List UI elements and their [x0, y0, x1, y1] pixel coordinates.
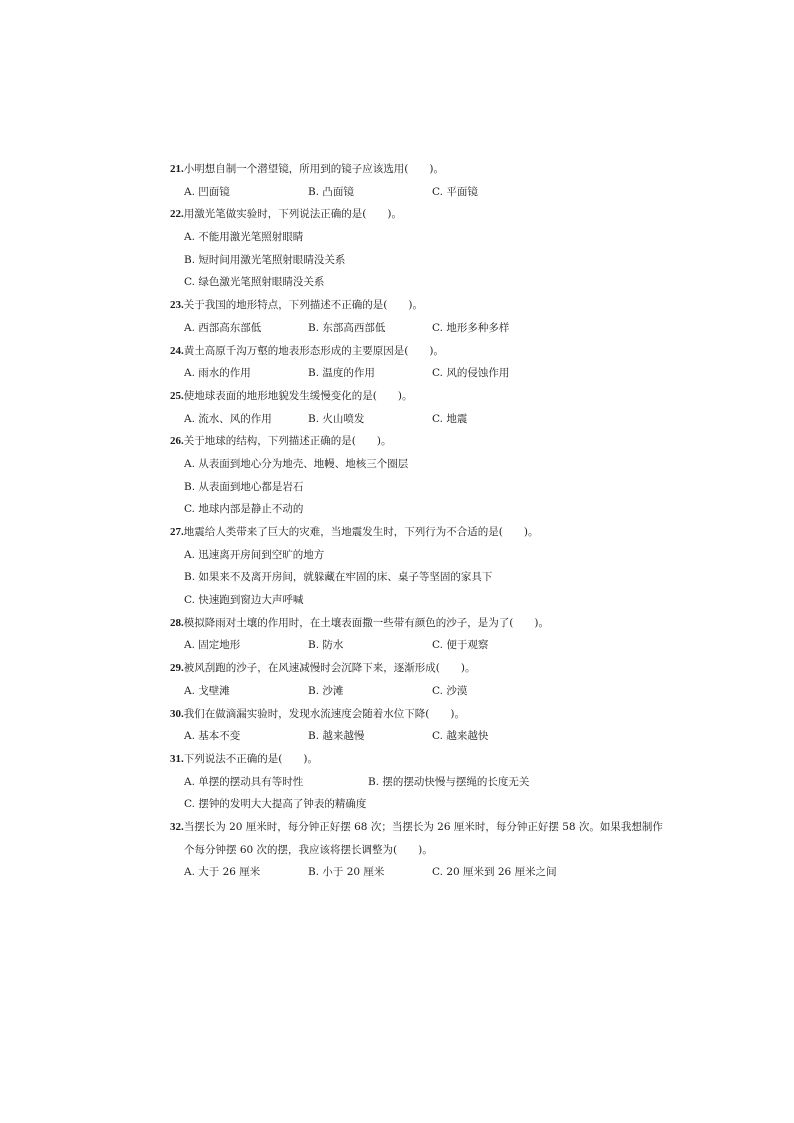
option-c: C. 快速跑到窗边大声呼喊 [184, 594, 304, 607]
option-b: B. 如果来不及离开房间，就躲藏在牢固的床、桌子等坚固的家具下 [184, 571, 493, 584]
option-c: C. 地震 [432, 412, 468, 425]
option-row [170, 362, 730, 385]
option-a: A. 固定地形 [184, 639, 241, 652]
question-list [170, 158, 730, 884]
question-29 [170, 657, 730, 702]
option-a: A. 从表面到地心分为地壳、地幔、地核三个圈层 [184, 457, 409, 470]
question-number: 26. [170, 435, 184, 448]
question-stem: 模拟降雨对土壤的作用时，在土壤表面撒一些带有颜色的沙子，是为了( )。 [183, 616, 549, 629]
question-stem: 使地球表面的地形地貌发生缓慢变化的是( )。 [183, 389, 413, 402]
option-row [170, 771, 730, 794]
option-b: B. 从表面到地心都是岩石 [184, 480, 304, 493]
question-23 [170, 294, 730, 339]
option-c: C. 20 厘米到 26 厘米之间 [432, 866, 557, 879]
question-number: 32. [170, 820, 184, 833]
question-stem: 黄土高原千沟万壑的地表形态形成的主要原因是( )。 [183, 344, 444, 357]
option-b: B. 沙滩 [308, 684, 344, 697]
question-24 [170, 340, 730, 385]
question-number: 29. [170, 662, 184, 675]
option-row [170, 408, 730, 431]
option-a: A. 迅速离开房间到空旷的地方 [184, 548, 325, 561]
question-number: 23. [170, 299, 184, 312]
option-row [170, 680, 730, 703]
question-21 [170, 158, 730, 203]
option-b: B. 摆的摆动快慢与摆绳的长度无关 [368, 775, 530, 788]
option-c: C. 平面镜 [432, 185, 478, 198]
option-c: C. 风的侵蚀作用 [432, 367, 510, 380]
question-stem: 我们在做滴漏实验时，发现水流速度会随着水位下降( )。 [183, 707, 465, 720]
option-a: A. 大于 26 厘米 [184, 866, 261, 879]
option-b: B. 火山喷发 [308, 412, 365, 425]
option-row [170, 181, 730, 204]
question-25 [170, 385, 730, 430]
option-a: A. 流水、风的作用 [184, 412, 272, 425]
question-number: 30. [170, 707, 184, 720]
question-28 [170, 612, 730, 657]
question-31 [170, 748, 730, 816]
question-stem: 关于我国的地形特点，下列描述不正确的是( )。 [183, 299, 423, 312]
question-stem: 关于地球的结构，下列描述正确的是( )。 [183, 435, 392, 448]
question-number: 25. [170, 389, 184, 402]
question-stem: 下列说法不正确的是( )。 [183, 752, 318, 765]
question-number: 21. [170, 163, 184, 175]
question-stem: 被风刮跑的沙子，在风速减慢时会沉降下来，逐渐形成( )。 [183, 662, 476, 675]
question-stem-continued: 个每分钟摆 60 次的摆，我应该将摆长调整为( )。 [184, 843, 433, 856]
option-a: A. 西部高东部低 [184, 321, 262, 334]
option-b: B. 凸面镜 [308, 185, 354, 198]
option-c: C. 绿色激光笔照射眼睛没关系 [184, 276, 325, 289]
question-stem: 小明想自制一个潜望镜，所用到的镜子应该选用( )。 [183, 163, 444, 175]
question-stem: 用激光笔做实验时，下列说法正确的是( )。 [183, 208, 402, 221]
question-number: 27. [170, 526, 184, 538]
option-a: A. 雨水的作用 [184, 367, 251, 380]
option-b: B. 温度的作用 [308, 367, 375, 380]
option-b: B. 防水 [308, 639, 344, 652]
option-b: B. 东部高西部低 [308, 321, 386, 334]
option-c: C. 地球内部是静止不动的 [184, 503, 304, 516]
option-c: C. 地形多种多样 [432, 321, 510, 334]
question-26 [170, 430, 730, 521]
question-number: 24. [170, 344, 184, 357]
option-row [170, 725, 730, 748]
option-c: C. 越来越快 [432, 730, 489, 743]
option-row [170, 861, 730, 884]
option-a: A. 不能用激光笔照射眼睛 [184, 231, 304, 244]
option-a: A. 单摆的摆动具有等时性 [184, 775, 304, 788]
option-a: A. 基本不变 [184, 730, 241, 743]
question-number: 22. [170, 208, 184, 221]
question-number: 28. [170, 616, 184, 629]
option-row [170, 317, 730, 340]
option-b: B. 短时间用激光笔照射眼睛没关系 [184, 253, 346, 266]
option-c: C. 摆钟的发明大大提高了钟表的精确度 [184, 798, 367, 811]
question-27 [170, 521, 730, 612]
question-32 [170, 816, 730, 884]
option-c: C. 便于观察 [432, 639, 489, 652]
question-number: 31. [170, 752, 184, 765]
option-a: A. 凹面镜 [184, 185, 230, 198]
option-b: B. 越来越慢 [308, 730, 365, 743]
question-stem: 地震给人类带来了巨大的灾难，当地震发生时，下列行为不合适的是( )。 [183, 526, 539, 538]
option-b: B. 小于 20 厘米 [308, 866, 385, 879]
option-row [170, 634, 730, 657]
question-30 [170, 703, 730, 748]
option-c: C. 沙漠 [432, 684, 468, 697]
question-22 [170, 203, 730, 294]
option-a: A. 戈壁滩 [184, 684, 230, 697]
question-stem: 当摆长为 20 厘米时，每分钟正好摆 68 次；当摆长为 26 厘米时，每分钟正好摆 58 次。如果我想制作 [183, 820, 663, 833]
